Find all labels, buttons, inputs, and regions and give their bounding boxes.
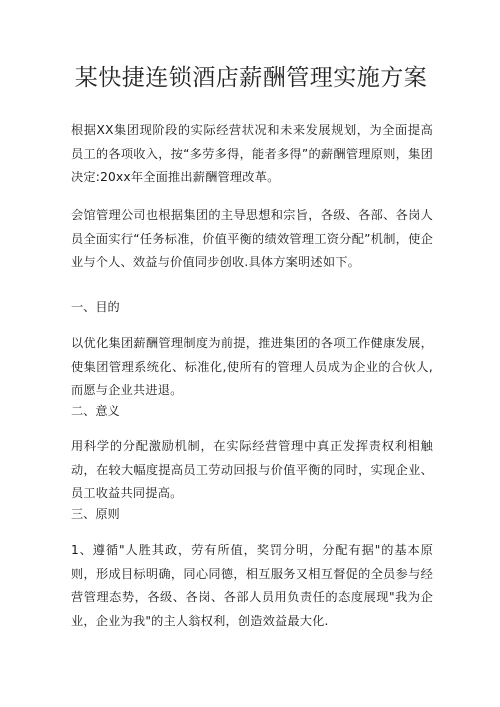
section-heading-purpose: 一、目的	[71, 300, 120, 314]
section-body-purpose: 以优化集团薪酬管理制度为前提，推进集团的各项工作健康发展，使集团管理系统化、标准化,使所有的管理人员成为企业的合伙人,而愿与企业共进退。	[71, 336, 433, 397]
section-body-significance: 用科学的分配激励机制，在实际经营管理中真正发挥责权利相触动，在较大幅度提高员工劳动回报与价值平衡的同时，实现企业、员工收益共同提高。	[71, 439, 433, 500]
section-body-principles: 1、遵循"人胜其政，劳有所值，奖罚分明，分配有据"的基本原则，形成目标明确，同心同德，相互服务又相互督促的全员参与经营管理态势，各级、各岗、各部人员用负责任的态度展现"我为企业，企业为我"的主人翁权利，创造效益最大化.	[71, 543, 433, 628]
section-heading-significance: 二、意义	[71, 404, 120, 418]
section-heading-principles: 三、原则	[71, 507, 120, 521]
intro-paragraph-2: 会馆管理公司也根据集团的主导思想和宗旨，各级、各部、各岗人员全面实行“任务标准，价值平衡的绩效管理工资分配”机制，使企业与个人、效益与价值同步创收.具体方案明述如下。	[71, 208, 433, 269]
document-title: 某快捷连锁酒店薪酬管理实施方案	[74, 65, 428, 91]
intro-paragraph-1: 根据XX集团现阶段的实际经营状况和未来发展规划，为全面提高员工的各项收入，按“多劳多得，能者多得”的薪酬管理原则，集团决定:20xx年全面推出薪酬管理改革。	[71, 123, 433, 184]
